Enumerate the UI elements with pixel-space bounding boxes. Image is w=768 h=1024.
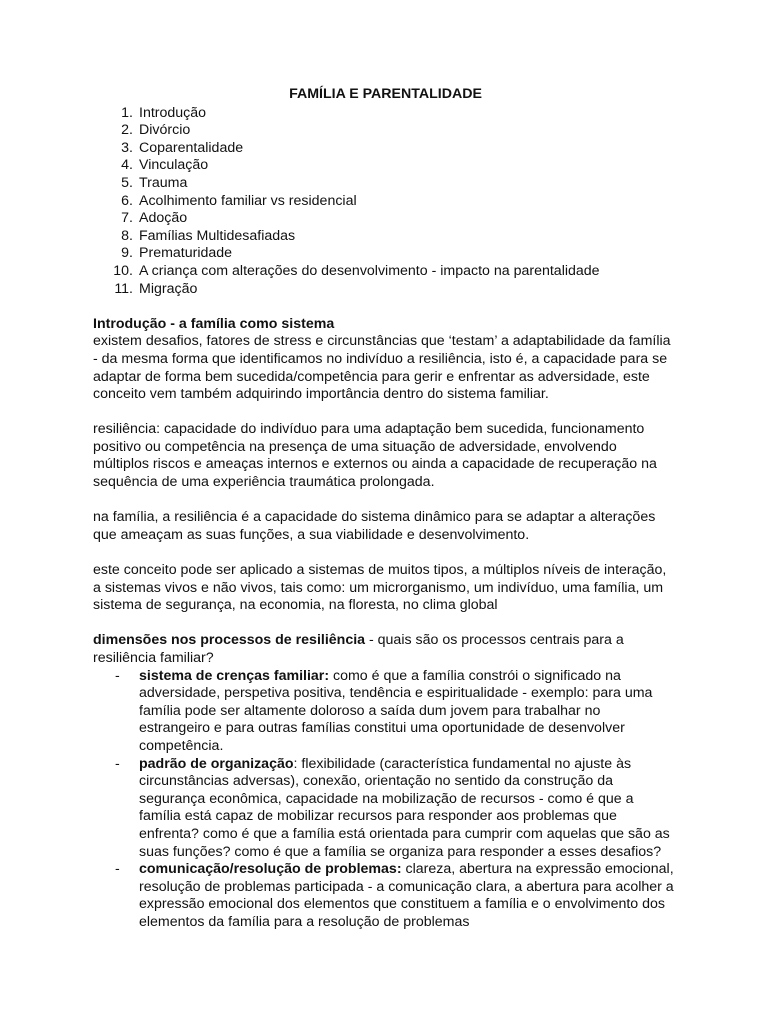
toc-number: 7. <box>121 210 133 227</box>
toc-item <box>93 263 678 281</box>
resiliencia-paragraph: resiliência: capacidade do indivíduo para uma adaptação bem sucedida, funcionamento positivo ou competência na presença de uma situação de adversidade, envolvendo múltiplos riscos e ameaças internos e externos ou ainda a capacidade de recuperação na sequência de uma experiência traumática prolongada. <box>93 421 657 491</box>
list-item <box>93 756 678 862</box>
toc-number: 4. <box>121 157 133 174</box>
section-heading: Introdução - a família como sistema <box>93 315 335 332</box>
dimension-text: : flexibilidade (característica fundamental no ajuste às circunstâncias adversas), conexão, orientação no sentido da construção da segurança econômica, capacidade na mobilização de recursos - como é que a família está capaz de mobilizar recursos para responder aos problemas que enfrenta? como é que a família está orientada para cumprir com aquelas que são as suas funções? como é que a família se organiza para responder a esses desafios? <box>139 755 670 860</box>
toc-item <box>93 228 678 246</box>
table-of-contents <box>93 105 678 299</box>
toc-item <box>93 175 678 193</box>
dimensions-intro: - quais são os processos centrais para a resiliência familiar? <box>93 632 624 666</box>
toc-number: 6. <box>121 192 133 209</box>
toc-label: Migração <box>139 280 198 297</box>
conceito-paragraph: este conceito pode ser aplicado a sistemas de muitos tipos, a múltiplos níveis de interação, a sistemas vivos e não vivos, tais como: um microrganismo, um indivíduo, uma família, um sistema de segurança, na economia, na floresta, no clima global <box>93 562 667 614</box>
dimensions-list <box>93 668 678 932</box>
familia-paragraph: na família, a resiliência é a capacidade do sistema dinâmico para se adaptar a alterações que ameaçam as suas funções, a sua viabilidade e desenvolvimento. <box>93 509 656 543</box>
toc-item <box>93 157 678 175</box>
toc-label: Vinculação <box>139 157 209 174</box>
toc-label: Introdução <box>139 104 207 121</box>
toc-item <box>93 281 678 299</box>
toc-item <box>93 210 678 228</box>
toc-label: Divórcio <box>139 122 191 139</box>
toc-item <box>93 245 678 263</box>
toc-number: 11. <box>114 280 133 297</box>
toc-item <box>93 122 678 140</box>
toc-item <box>93 105 678 123</box>
intro-section <box>93 316 678 404</box>
toc-label: A criança com alterações do desenvolvimento - impacto na parentalidade <box>139 262 600 279</box>
dimension-text: clareza, abertura na expressão emocional, resolução de problemas participada - a comunicação clara, a abertura para acolher a expressão emocional dos elementos que constituem a família e o envolvimento dos elementos da família para a resolução de problemas <box>139 861 674 930</box>
toc-label: Acolhimento familiar vs residencial <box>139 192 357 209</box>
toc-number: 5. <box>121 174 133 191</box>
toc-number: 2. <box>121 122 133 139</box>
dimension-term: comunicação/resolução de problemas: <box>139 861 402 878</box>
toc-label: Trauma <box>139 174 188 191</box>
dimensions-section <box>93 632 678 667</box>
dash-bullet: - <box>115 861 120 878</box>
section-heading: dimensões nos processos de resiliência <box>93 632 366 649</box>
dimension-term: padrão de organização <box>139 755 294 772</box>
toc-number: 9. <box>121 245 133 262</box>
toc-number: 8. <box>121 227 133 244</box>
toc-label: Famílias Multidesafiadas <box>139 227 296 244</box>
toc-label: Adoção <box>139 210 188 227</box>
toc-number: 3. <box>121 139 133 156</box>
dimension-text: como é que a família constrói o significado na adversidade, perspetiva positiva, tendência e espiritualidade - exemplo: para uma família pode ser altamente doloroso a saída dum jovem para trabalhar no estrangeiro e para outras famílias constitui uma oportunidade de desenvolver competência. <box>139 667 653 754</box>
dash-bullet: - <box>115 755 120 772</box>
list-item <box>93 861 678 931</box>
toc-number: 10. <box>113 262 133 279</box>
toc-label: Prematuridade <box>139 245 233 262</box>
dash-bullet: - <box>115 667 120 684</box>
intro-paragraph: existem desafios, fatores de stress e circunstâncias que ‘testam’ a adaptabilidade da família - da mesma forma que identificamos no indivíduo a resiliência, isto é, a capacidade para se adaptar de forma bem sucedida/competência para gerir e enfrentar as adversidade, este conceito vem também adquirindo importância dentro do sistema familiar. <box>93 333 671 403</box>
document-title: FAMÍLIA E PARENTALIDADE <box>289 86 482 102</box>
toc-item <box>93 193 678 211</box>
toc-number: 1. <box>121 104 133 121</box>
list-item <box>93 668 678 756</box>
toc-label: Coparentalidade <box>139 139 244 156</box>
dimension-term: sistema de crenças familiar: <box>139 667 330 684</box>
toc-item <box>93 140 678 158</box>
